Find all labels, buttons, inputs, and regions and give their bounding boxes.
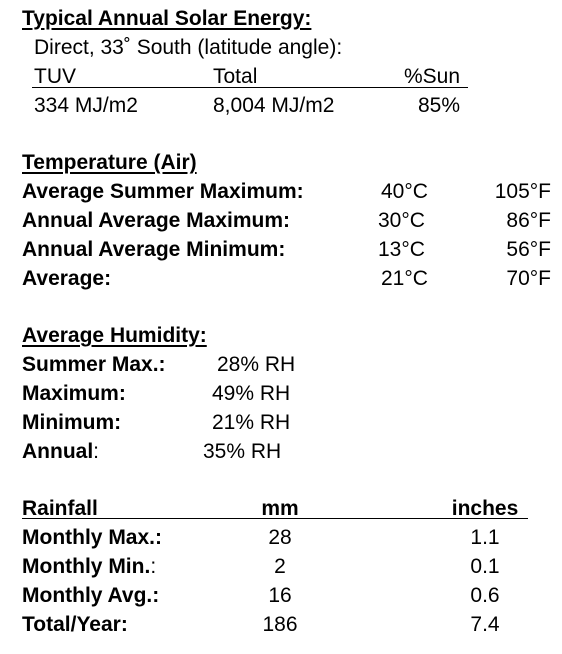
rainfall-inches: 0.1 <box>470 555 500 578</box>
humidity-value: 28% RH <box>217 353 296 376</box>
humidity-title: Average Humidity: <box>22 324 207 347</box>
solar-header-tuv: TUV <box>34 65 76 88</box>
temp-fahrenheit: 105°F <box>494 180 551 203</box>
humidity-label-maximum: Maximum: <box>22 382 126 405</box>
solar-value-total: 8,004 MJ/m2 <box>213 94 335 117</box>
solar-subtitle: Direct, 33˚ South (latitude angle): <box>34 36 343 59</box>
rainfall-header-label: Rainfall <box>22 497 98 520</box>
solar-value-tuv: 334 MJ/m2 <box>34 94 138 117</box>
temp-celsius: 30°C <box>378 209 425 232</box>
temp-fahrenheit: 56°F <box>506 238 551 261</box>
rainfall-inches: 7.4 <box>470 613 500 636</box>
rainfall-mm: 186 <box>262 613 298 636</box>
temp-label-summer-max: Average Summer Maximum: <box>22 180 304 203</box>
rainfall-mm: 16 <box>268 584 292 607</box>
temperature-title: Temperature (Air) <box>22 151 197 174</box>
rainfall-header-mm: mm <box>261 497 299 520</box>
solar-title: Typical Annual Solar Energy: <box>22 7 312 30</box>
rainfall-label-monthly-max: Monthly Max.: <box>22 526 162 549</box>
humidity-value: 35% RH <box>203 440 282 463</box>
solar-value-sun: 85% <box>418 94 461 117</box>
temp-celsius: 21°C <box>381 267 428 290</box>
temp-celsius: 13°C <box>378 238 425 261</box>
humidity-label-annual-colon: : <box>93 440 100 463</box>
humidity-label-minimum: Minimum: <box>22 411 122 434</box>
temp-fahrenheit: 86°F <box>506 209 551 232</box>
rainfall-label-total-year: Total/Year: <box>22 613 128 636</box>
rainfall-header-rule <box>22 518 528 519</box>
humidity-value: 21% RH <box>212 411 291 434</box>
rainfall-mm: 28 <box>268 526 292 549</box>
rainfall-label-monthly-min <box>22 556 156 577</box>
rainfall-mm: 2 <box>274 555 286 578</box>
rainfall-inches: 0.6 <box>470 584 500 607</box>
humidity-label-summer-max: Summer Max.: <box>22 353 166 376</box>
temp-label-annual-max: Annual Average Maximum: <box>22 209 291 232</box>
temp-label-average: Average: <box>22 267 112 290</box>
solar-header-sun: %Sun <box>404 65 461 88</box>
humidity-label-annual <box>22 441 99 462</box>
humidity-label-annual-text: Annual <box>22 440 94 463</box>
solar-header-rule <box>32 87 468 88</box>
temp-fahrenheit: 70°F <box>506 267 551 290</box>
temp-celsius: 40°C <box>381 180 428 203</box>
rainfall-header-inches: inches <box>451 497 519 520</box>
temp-label-annual-min: Annual Average Minimum: <box>22 238 286 261</box>
humidity-value: 49% RH <box>212 382 291 405</box>
rainfall-inches: 1.1 <box>470 526 500 549</box>
rainfall-label-monthly-avg: Monthly Avg.: <box>22 584 160 607</box>
rainfall-label-monthly-min-text: Monthly Min. <box>22 555 151 578</box>
rainfall-label-monthly-min-colon: : <box>150 555 157 578</box>
solar-header-total: Total <box>213 65 258 88</box>
